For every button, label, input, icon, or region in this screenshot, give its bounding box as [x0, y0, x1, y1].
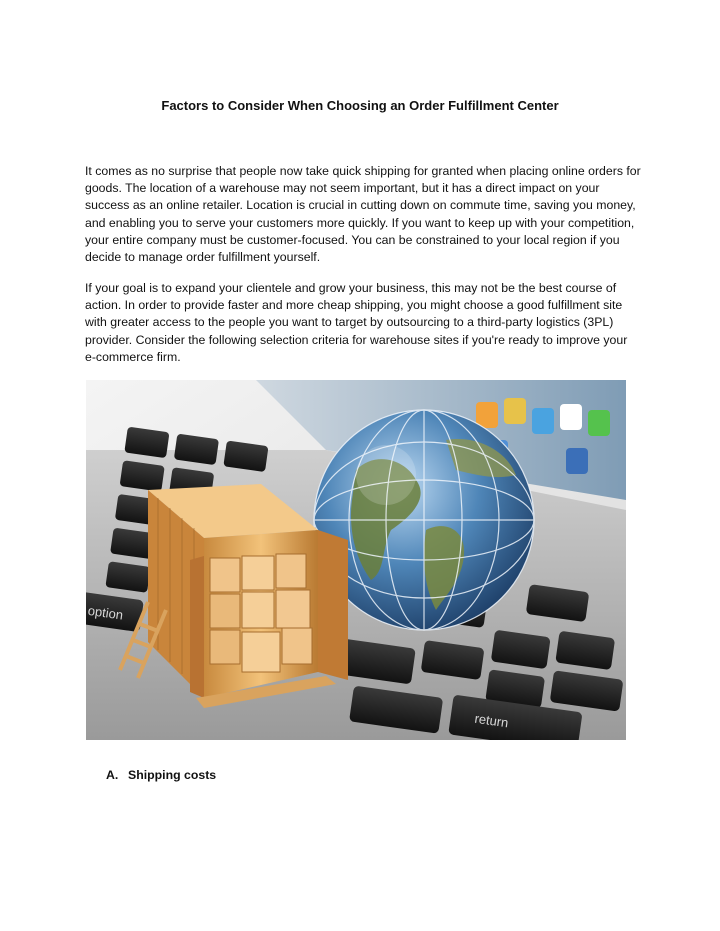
section-heading-shipping-costs — [106, 767, 216, 784]
body-paragraph: If your goal is to expand your clientele and grow your business, this may not be the best course of action. In order to provide faster and more cheap shipping, you might choose a good fulfillment site with greater access to the people you want to target by outsourcing to a third-party logistics (3PL) provider. Consider the following selection criteria for warehouse sites if you're ready to improve your e-commerce firm. — [85, 281, 628, 364]
shipping-globe-illustration — [86, 380, 626, 740]
section-heading-text: Shipping costs — [128, 768, 217, 782]
list-marker: A. — [106, 768, 119, 782]
return-key-label: return — [473, 710, 510, 731]
intro-paragraph: It comes as no surprise that people now take quick shipping for granted when placing online orders for goods. The location of a warehouse may not seem important, but it has a direct impact on your success as an online retailer. Location is crucial in cutting down on commute time, saving you money, and enabling you to serve your customers more quickly. If you want to keep up with your competition, your entire company must be customer-focused. You can be constrained to your local region if you decide to manage order fulfillment yourself. — [85, 164, 641, 265]
option-key-label: option — [86, 602, 125, 623]
page-title: Factors to Consider When Choosing an Order Fulfillment Center — [161, 98, 559, 113]
